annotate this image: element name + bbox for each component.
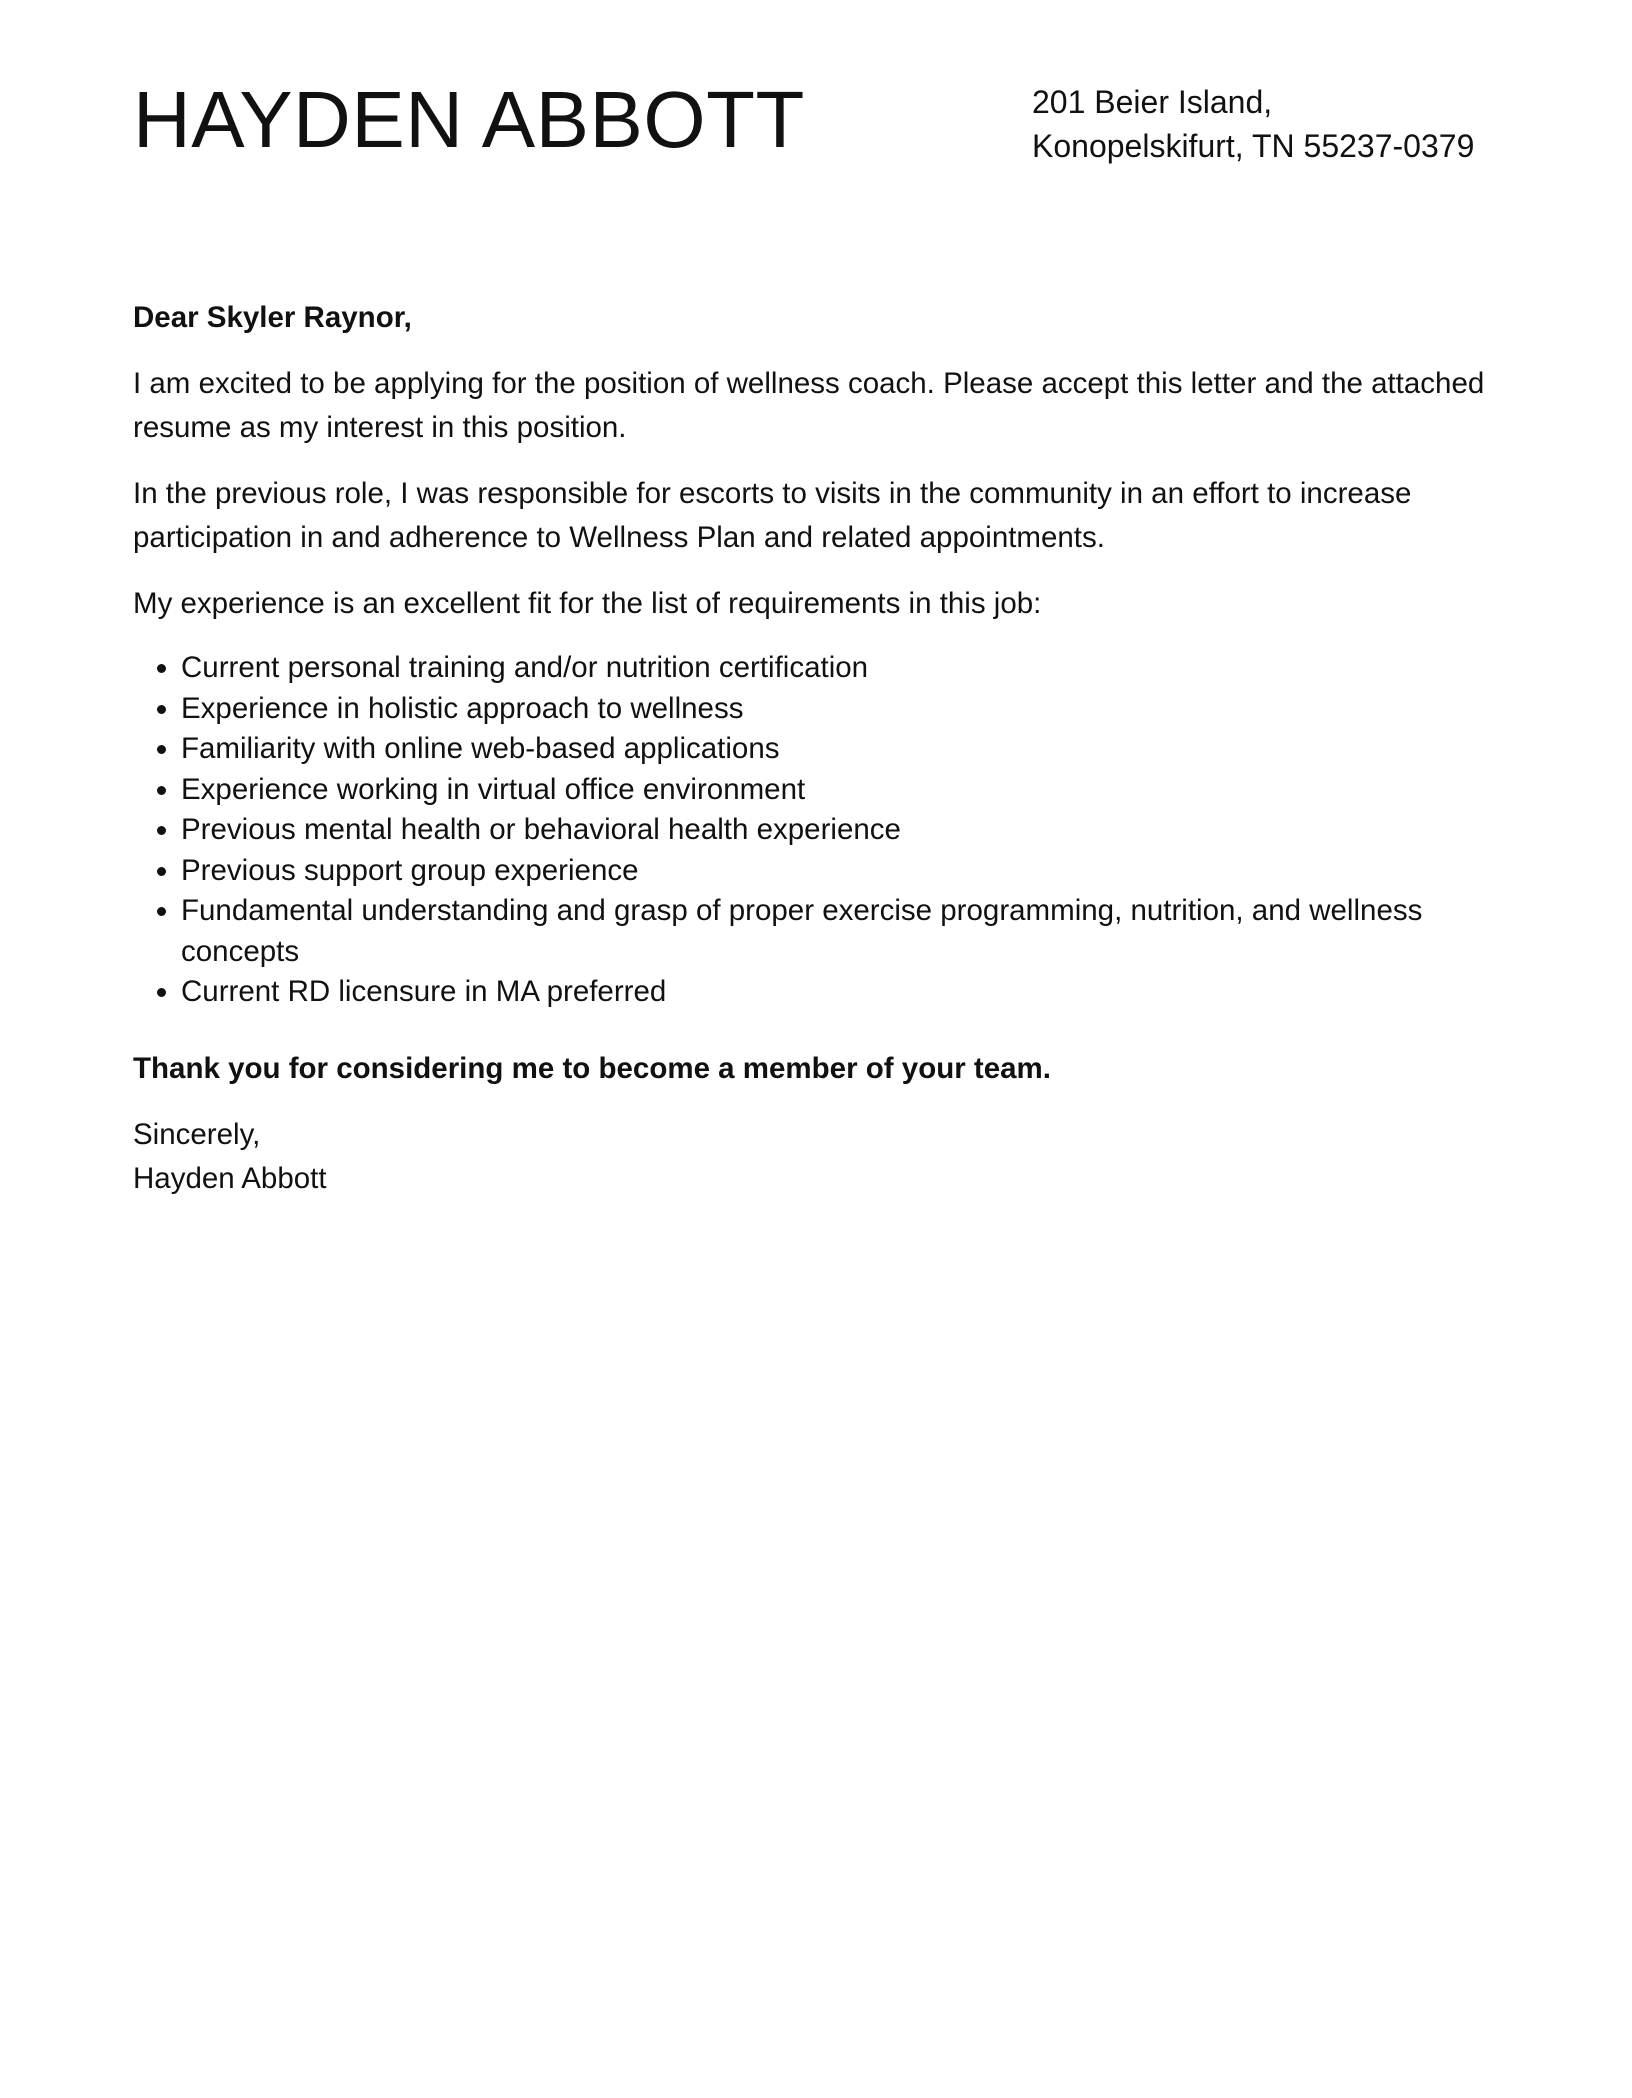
- list-item: • Experience working in virtual office environment: [181, 770, 1503, 811]
- list-item: • Current personal training and/or nutrition certification: [181, 648, 1503, 689]
- intro-paragraph: I am excited to be applying for the position of wellness coach. Please accept this letter and the attached resume as my interest in this position.: [133, 367, 1485, 444]
- list-item: • Current RD licensure in MA preferred: [181, 972, 1503, 1013]
- signoff-block: [133, 1113, 1503, 1201]
- letter-body: [133, 296, 1503, 1201]
- requirements-intro: My experience is an excellent fit for the list of requirements in this job:: [133, 587, 1042, 620]
- signoff: Sincerely,: [133, 1117, 261, 1151]
- closing-statement: Thank you for considering me to become a member of your team.: [133, 1051, 1051, 1085]
- list-item: • Fundamental understanding and grasp of proper exercise programming, nutrition, and wellness concepts: [181, 891, 1503, 972]
- requirements-list: [133, 648, 1503, 1013]
- experience-paragraph: In the previous role, I was responsible for escorts to visits in the community in an effort to increase participation in and adherence to Wellness Plan and related appointments.: [133, 477, 1412, 554]
- applicant-name: HAYDEN ABBOTT: [133, 75, 805, 164]
- address-line-1: 201 Beier Island,: [1032, 84, 1273, 120]
- list-item: • Previous support group experience: [181, 851, 1503, 892]
- salutation: Dear Skyler Raynor,: [133, 301, 412, 334]
- letter-header: [133, 70, 1503, 200]
- signature-name: Hayden Abbott: [133, 1161, 327, 1195]
- applicant-address: [1032, 80, 1474, 168]
- address-line-2: Konopelskifurt, TN 55237-0379: [1032, 128, 1475, 164]
- list-item: • Familiarity with online web-based applications: [181, 729, 1503, 770]
- list-item: • Experience in holistic approach to wellness: [181, 689, 1503, 730]
- list-item: • Previous mental health or behavioral health experience: [181, 810, 1503, 851]
